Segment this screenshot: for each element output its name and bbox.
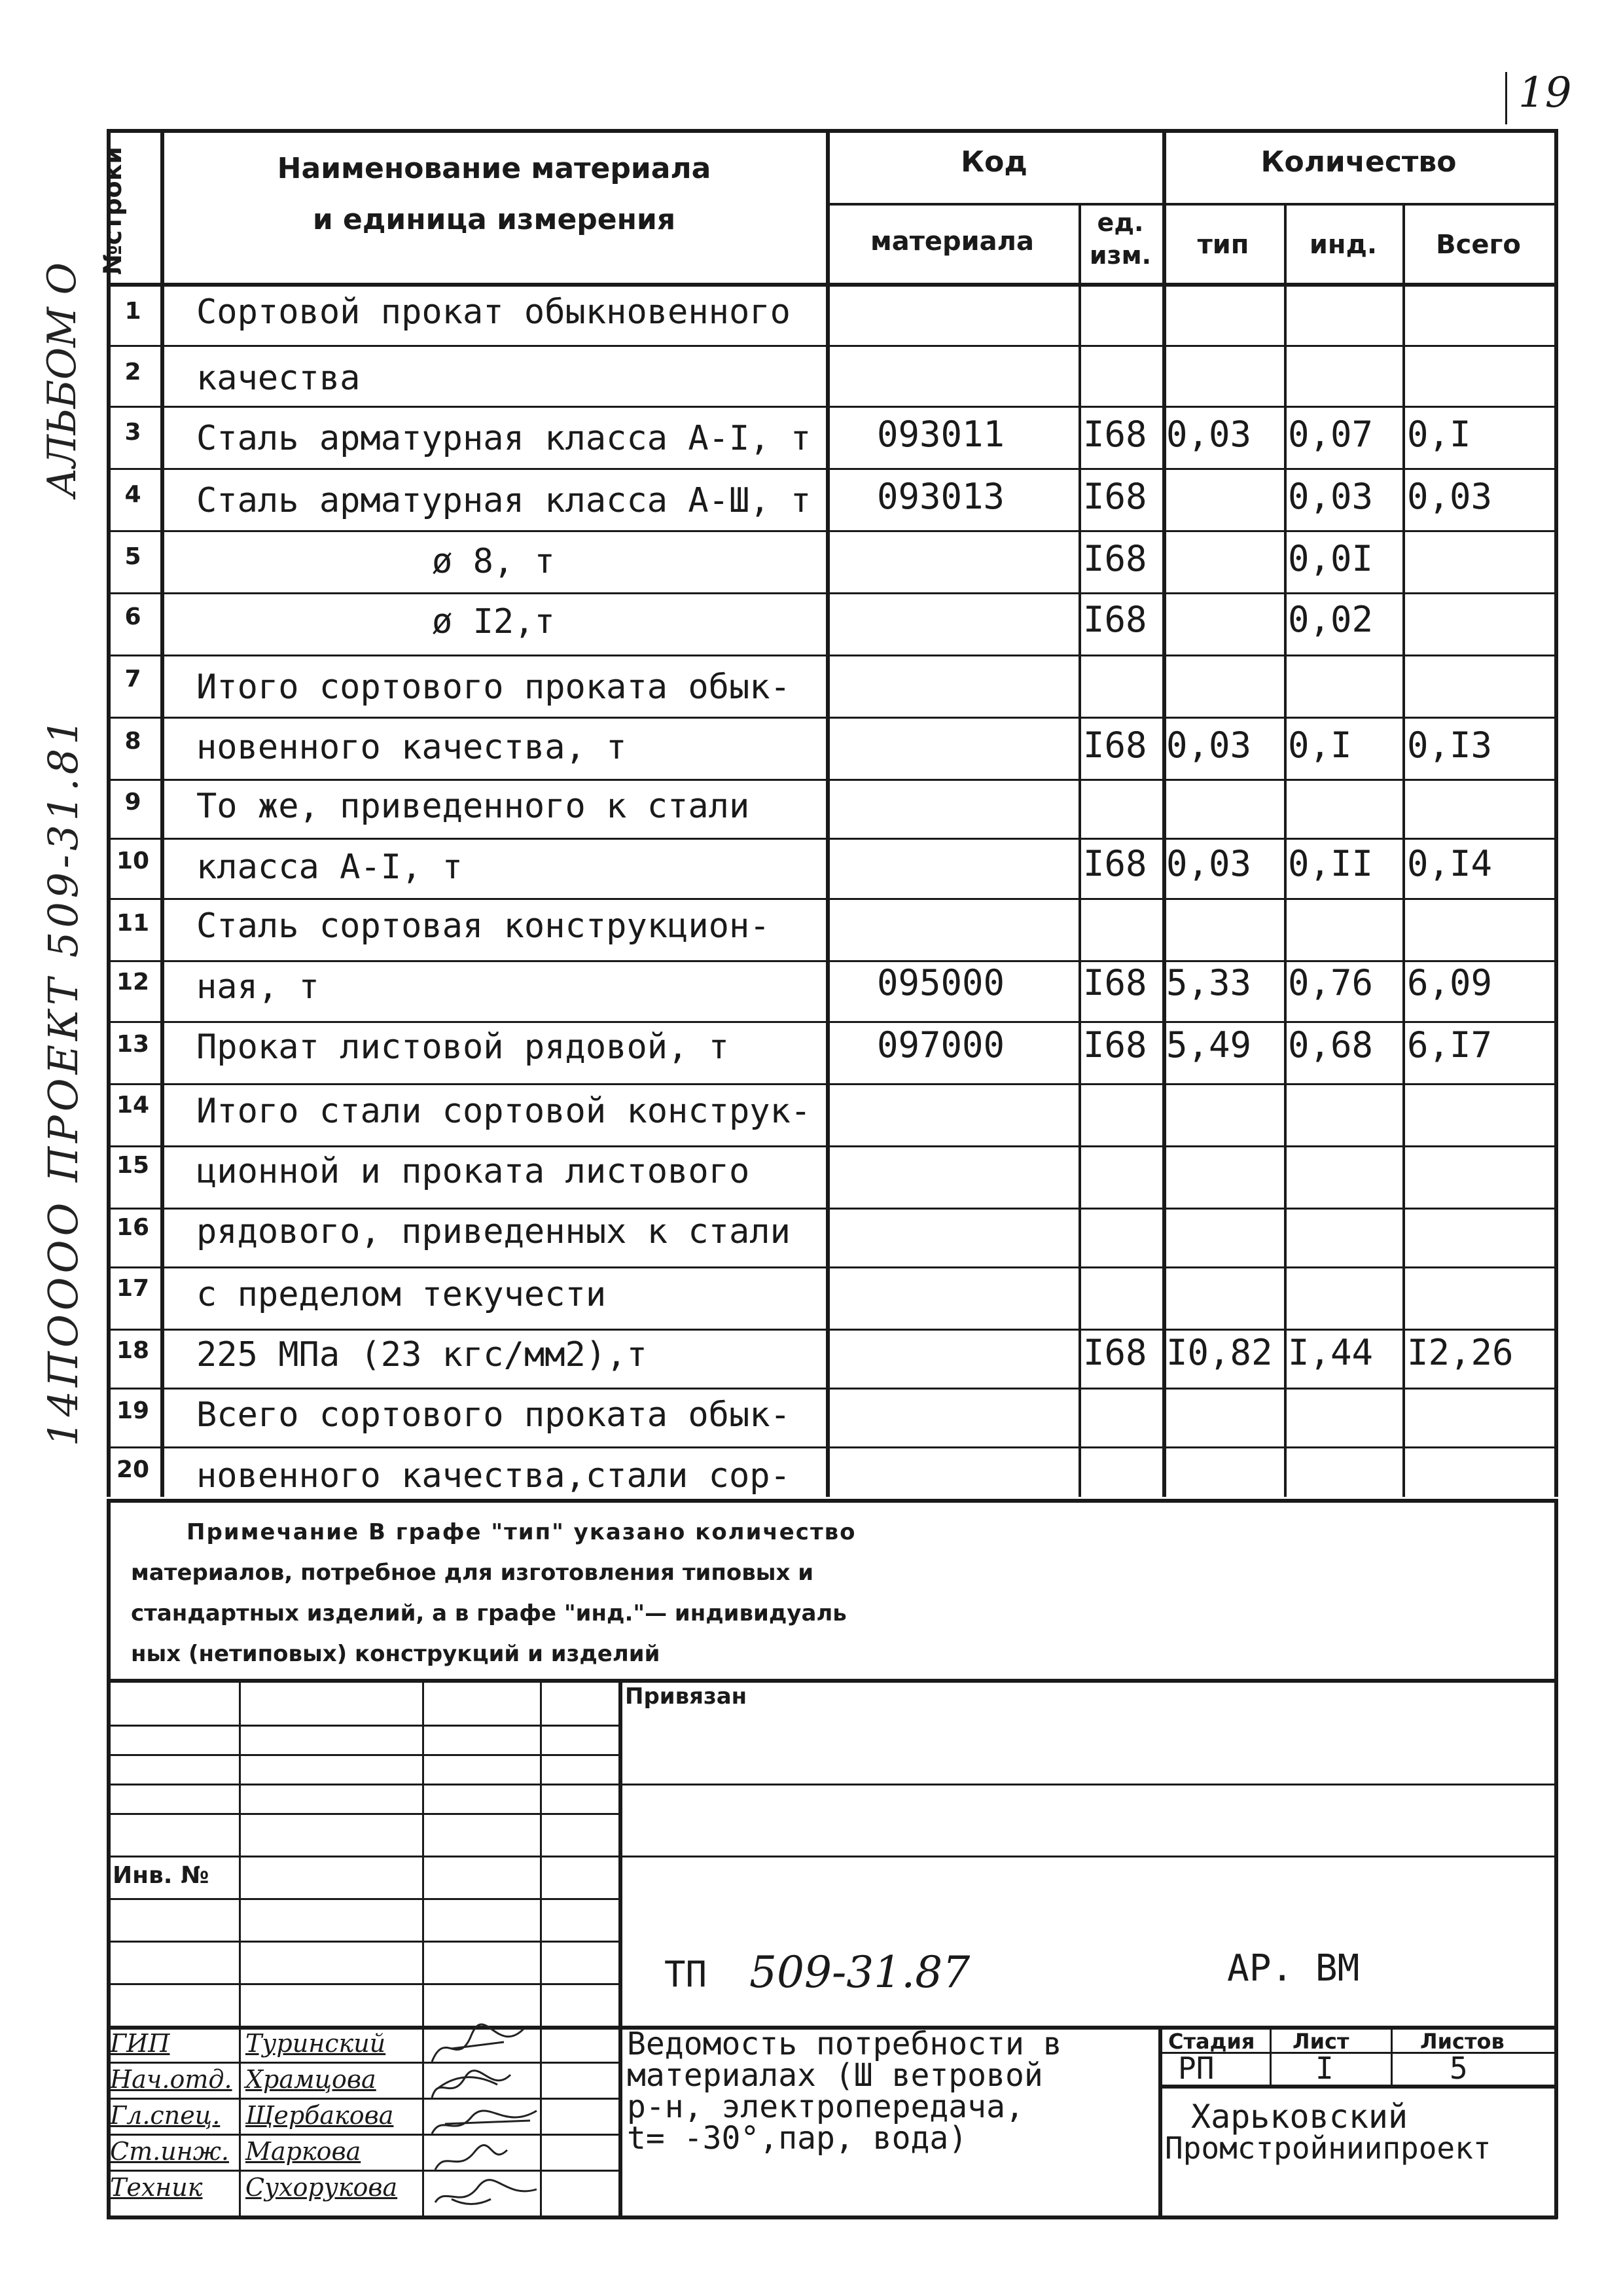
row-number: 11 [116,910,150,937]
row-name: Сталь арматурная класса А-Ш, т [196,481,812,520]
row-number: 20 [116,1456,150,1483]
row-total: 0,I [1407,414,1471,455]
row-number: 7 [124,666,141,692]
row-unit: I68 [1083,725,1147,766]
row-name: Итого стали сортовой конструк- [196,1092,812,1131]
row-unit: I68 [1083,1332,1147,1373]
sheet-label: Лист [1293,2029,1349,2054]
row-number: 9 [124,789,141,816]
header-name-line1: Наименование материала [277,152,711,185]
row-ind: 0,I [1288,725,1352,766]
row-ind: 0,II [1288,843,1374,884]
row-name: ø 8, т [432,542,555,581]
row-ind: 0,68 [1288,1024,1374,1066]
sheets-value: 5 [1450,2051,1468,2086]
row-number: 5 [124,543,141,570]
person-role: Техник [110,2173,203,2202]
row-total: 6,09 [1407,962,1493,1003]
note-line2: материалов, потребное для изготовления типовых и [131,1560,814,1586]
row-number: 15 [116,1152,150,1179]
row-number: 12 [116,969,150,996]
row-typ: 5,33 [1166,962,1252,1003]
row-code: 093013 [877,476,1005,517]
row-number: 17 [116,1275,150,1302]
sheets-label: Листов [1420,2029,1505,2054]
stage-label: Стадия [1168,2029,1255,2054]
person-name: Храмцова [245,2065,376,2094]
doc-title-line1: Ведомость потребности в [627,2026,1062,2062]
row-name: с пределом текучести [196,1275,607,1314]
row-typ: I0,82 [1166,1332,1273,1373]
row-name: новенного качества, т [196,728,627,767]
side-note-album: АЛЬБОМ О [39,262,85,497]
row-total: I2,26 [1407,1332,1514,1373]
row-ind: 0,76 [1288,962,1374,1003]
sheet-bottom-border [107,2215,1558,2219]
side-note-project: 14ПОООО ПРОЕКТ 509-31.81 [39,715,87,1446]
doc-title-line2: материалах (Ш ветровой [627,2057,1043,2094]
row-name: Сталь сортовая конструкцион- [196,906,770,946]
note-line1: Примечание В графе "тип" указано количество [187,1519,857,1545]
signature-nach-otd [432,2071,510,2098]
header-unit-line2: изм. [1089,241,1152,270]
row-number: 14 [116,1092,150,1119]
row-name: 225 МПа (23 кгс/мм2),т [196,1335,647,1374]
signature-gl-spec [432,2111,537,2134]
row-number: 8 [124,728,141,755]
row-unit: I68 [1083,538,1147,579]
row-unit: I68 [1083,843,1147,884]
row-name: новенного качества,стали сор- [196,1456,791,1496]
header-material: материала [870,226,1034,257]
person-name: Туринский [245,2029,386,2058]
table-top-border [107,129,1558,133]
document-mark: АР. ВМ [1227,1947,1360,1990]
header-code: Код [961,145,1027,179]
row-number: 2 [124,359,141,386]
signature-st-inzh [435,2145,507,2170]
row-number: 6 [124,603,141,630]
row-ind: 0,02 [1288,599,1374,640]
person-name: Маркова [245,2137,361,2166]
header-bottom-border [107,283,1558,287]
note-line3: стандартных изделий, а в графе "инд."— индивидуаль [131,1600,847,1626]
organization-line2: Промстройниипроект [1165,2130,1491,2166]
page-number: 19 [1518,69,1572,117]
note-line4: ных (нетиповых) конструкций и изделий [131,1641,660,1667]
signature-gip [432,2024,524,2062]
header-ind: инд. [1309,230,1378,260]
person-role: Нач.отд. [110,2065,232,2094]
header-row-number: №строки [98,147,127,275]
row-name: качества [196,359,361,398]
person-role: Ст.инж. [110,2137,229,2166]
row-number: 4 [124,481,141,508]
row-number: 16 [116,1214,150,1241]
table-right-border [1554,129,1558,1497]
privyazan-label: Привязан [625,1683,747,1710]
row-code: 093011 [877,414,1005,455]
row-code: 097000 [877,1024,1005,1066]
row-unit: I68 [1083,1024,1147,1066]
row-total: 0,I4 [1407,843,1493,884]
signatures [425,2003,543,2212]
person-role: Гл.спец. [110,2101,221,2130]
doc-title-line3: р-н, электропередача, [627,2089,1024,2125]
inv-no-label: Инв. № [113,1862,209,1889]
row-number: 1 [124,298,141,325]
header-name-line2: и единица измерения [312,203,676,236]
row-name: ø I2,т [432,602,555,641]
row-ind: 0,0I [1288,538,1374,579]
row-number: 19 [116,1397,150,1424]
row-number: 18 [116,1337,150,1364]
header-total: Всего [1436,230,1521,260]
row-name: класса А-I, т [196,848,463,887]
row-name: Сталь арматурная класса А-I, т [196,419,812,458]
row-name: То же, приведенного к стали [196,787,750,826]
row-ind: 0,03 [1288,476,1374,517]
row-name: ционной и проката листового [196,1152,750,1191]
tp-prefix: ТП [664,1954,707,1995]
row-ind: I,44 [1288,1332,1374,1373]
sheet-value: I [1315,2051,1334,2086]
header-unit-line1: ед. [1097,208,1144,237]
row-name: рядового, приведенных к стали [196,1212,791,1251]
row-total: 6,I7 [1407,1024,1493,1066]
signature-technik [435,2180,537,2204]
header-quantity: Количество [1260,145,1457,179]
row-typ: 5,49 [1166,1024,1252,1066]
row-unit: I68 [1083,476,1147,517]
row-name: ная, т [196,967,319,1007]
row-number: 3 [124,419,141,446]
table-bottom-border [107,1499,1558,1503]
row-name: Итого сортового проката обык- [196,668,791,707]
header-typ: тип [1197,230,1249,260]
organization-line1: Харьковский [1191,2098,1408,2136]
row-name: Сортовой прокат обыкновенного [196,293,791,332]
row-typ: 0,03 [1166,843,1252,884]
row-typ: 0,03 [1166,414,1252,455]
tp-number: 509-31.87 [749,1947,971,1998]
page-number-divider [1505,72,1507,124]
row-typ: 0,03 [1166,725,1252,766]
stage-value: РП [1178,2051,1215,2086]
row-unit: I68 [1083,962,1147,1003]
row-name: Прокат листовой рядовой, т [196,1028,729,1067]
row-ind: 0,07 [1288,414,1374,455]
row-unit: I68 [1083,599,1147,640]
row-number: 10 [116,848,150,874]
row-total: 0,03 [1407,476,1493,517]
row-code: 095000 [877,962,1005,1003]
row-unit: I68 [1083,414,1147,455]
doc-title-line4: t= -30°,пар, вода) [627,2120,968,2157]
row-total: 0,I3 [1407,725,1493,766]
row-number: 13 [116,1031,150,1058]
person-name: Щербакова [245,2101,394,2130]
person-role: ГИП [110,2029,170,2058]
row-name: Всего сортового проката обык- [196,1395,791,1435]
person-name: Сухорукова [245,2173,398,2202]
